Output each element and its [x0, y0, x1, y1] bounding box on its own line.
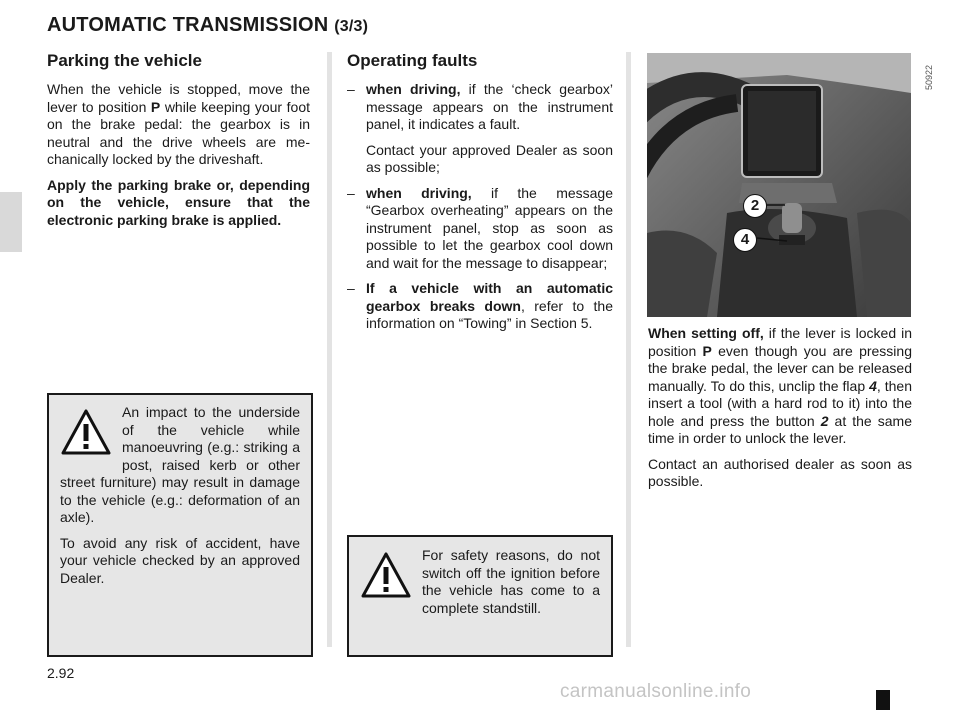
faults-section	[347, 51, 613, 341]
warning-box-ignition	[347, 535, 613, 657]
list-item: – when driving, if the ‘check gearbox’ message appears on the instrument panel, it indicates a fault. Contact your approved Dealer as soon as possible;	[347, 81, 613, 175]
faults-heading: Operating faults	[347, 51, 478, 70]
corner-mark	[876, 690, 890, 710]
watermark: carmanualsonline.info	[560, 681, 752, 702]
setoff-paragraph-1: When setting off, if the lever is locked in position P even though you are pressing the brake pedal, the lever can be released manually. To do this, unclip the flap 4, then insert a tool (with a hard rod to it) into the hole and press the button 2 at the same time in order to unlock the lever.	[648, 325, 913, 446]
parking-paragraph-2: Apply the parking brake or, depending on the vehicle, ensure that the electronic parking brake is applied.	[47, 176, 310, 228]
parking-section	[47, 51, 310, 237]
setoff-section	[648, 325, 912, 499]
gear-lever-photo	[647, 53, 911, 317]
column-divider-1	[327, 52, 332, 647]
warning-box-impact	[47, 393, 313, 657]
warning-triangle-icon	[360, 551, 412, 599]
title-suffix: (3/3)	[334, 18, 369, 35]
faults-list	[347, 81, 613, 333]
parking-paragraph-1: When the vehicle is stopped, move the lever to position P while keeping your foot on the brake pedal: the gearbox is in neutral and the drive wheels are mechanically locked by the driveshaft.	[47, 81, 310, 167]
parking-heading: Parking the vehicle	[47, 51, 202, 70]
warning-triangle-icon	[60, 408, 112, 456]
page-number: 2.92	[47, 665, 75, 681]
setoff-paragraph-2: Contact an authorised dealer as soon as possible.	[648, 455, 912, 489]
image-reference-code: 50922	[924, 64, 934, 90]
list-item: – when driving, if the message “Gearbox overheating” appears on the instrument panel, stop as soon as possible to let the gearbox cool down and wait for the message to disappear;	[347, 184, 613, 271]
column-divider-2	[626, 52, 631, 647]
warning-impact-text-2: To avoid any risk of accident, have your vehicle checked by an approved Dealer.	[60, 534, 300, 586]
warning-ignition-text: For safety reasons, do not switch off the ignition before the vehicle has come to a complete standstill.	[422, 547, 600, 616]
list-item: – If a vehicle with an automatic gearbox breaks down, refer to the information on “Towing” in Section 5.	[347, 280, 613, 331]
callout-flap-4: 4	[733, 228, 757, 252]
title-text: AUTOMATIC TRANSMISSION	[47, 14, 329, 36]
callout-button-2: 2	[743, 194, 767, 218]
warning-impact-text-1: An impact to the underside of the vehicle while manoeuvring (e.g.: striking a post, raised kerb or other street furniture) may result in damage to the vehicle (e.g.: deformation of an axle).	[60, 404, 300, 525]
dashboard-illustration	[647, 53, 911, 317]
section-tab	[0, 192, 22, 252]
page-title	[47, 14, 368, 37]
